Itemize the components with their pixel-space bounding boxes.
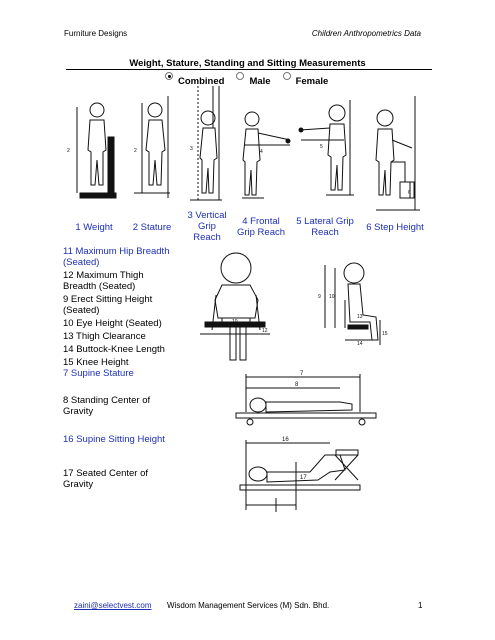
mark-sit-side-1: 10 — [329, 294, 335, 300]
mark-fig6: 6 — [408, 190, 411, 196]
mark-fig3: 3 — [190, 146, 193, 152]
list-item-supine-sitting[interactable]: 16 Supine Sitting Height — [63, 434, 165, 445]
caption-frontal-grip-line-1: 4 Frontal — [242, 216, 280, 227]
caption-frontal-grip[interactable] — [232, 216, 290, 238]
mark-fig5: 5 — [320, 144, 323, 150]
figure-supine — [236, 374, 376, 425]
mark-supine-0: 7 — [300, 371, 304, 377]
page-title: Weight, Stature, Standing and Sitting Measurements — [129, 58, 366, 69]
caption-vertical-grip-line-2: Grip — [198, 221, 216, 232]
caption-step-height-line: 6 Step Height — [366, 222, 424, 233]
list-item-sitting-height-line-1: 9 Erect Sitting Height — [63, 294, 153, 305]
figure-step-height — [376, 96, 420, 210]
mark-supine-sit-0: 16 — [282, 437, 289, 443]
figure-seated-side — [325, 263, 380, 345]
mark-sit-side-3: 15 — [382, 331, 388, 337]
caption-vertical-grip-line-1: 3 Vertical — [187, 210, 227, 221]
caption-frontal-grip-line-2: Grip Reach — [236, 227, 286, 238]
list-item-buttock-knee: 14 Buttock-Knee Length — [63, 344, 165, 355]
list-item-hip-breadth[interactable] — [63, 246, 183, 268]
list-item-eye-height: 10 Eye Height (Seated) — [63, 318, 162, 329]
caption-weight[interactable] — [71, 222, 117, 233]
caption-lateral-grip-line-2: Reach — [311, 227, 339, 238]
list-item-standing-cog-line-2: Gravity — [63, 406, 94, 417]
list-item-supine-stature[interactable]: 7 Supine Stature — [63, 368, 134, 379]
seated-measurement-list — [63, 246, 183, 368]
list-item-sitting-height-line-2: (Seated) — [63, 305, 100, 316]
list-item-knee-height: 15 Knee Height — [63, 357, 129, 368]
mark-sit-side-2: 13 — [357, 314, 363, 320]
list-item-seated-cog-line-1: 17 Seated Center of — [63, 468, 149, 479]
caption-weight-line: 1 Weight — [75, 222, 113, 233]
list-item-seated-cog-line-2: Gravity — [63, 479, 94, 490]
footer-company: Wisdom Management Services (M) Sdn. Bhd. — [167, 601, 330, 610]
caption-lateral-grip[interactable] — [292, 216, 358, 238]
caption-step-height[interactable] — [362, 222, 428, 233]
radio-female-label: Female — [295, 76, 329, 87]
mark-fig4: 4 — [260, 149, 263, 155]
list-item-thigh-clearance: 13 Thigh Clearance — [63, 331, 146, 342]
caption-stature-line: 2 Stature — [132, 222, 172, 233]
figure-lateral-grip — [299, 100, 354, 195]
caption-vertical-grip[interactable] — [183, 210, 231, 243]
list-item-thigh-breadth — [63, 270, 183, 292]
list-item-sitting-height — [63, 294, 183, 316]
list-item-standing-cog-line-1: 8 Standing Center of — [63, 395, 151, 406]
mark-sit-front-a: 10 — [232, 319, 238, 325]
radio-male-label: Male — [249, 76, 271, 87]
radio-combined-label: Combined — [178, 76, 225, 87]
header-right: Children Anthropometrics Data — [311, 29, 421, 38]
figure-seated-front — [200, 253, 270, 360]
caption-lateral-grip-line-1: 5 Lateral Grip — [296, 216, 354, 227]
mark-supine-1: 8 — [295, 382, 299, 388]
footer-email-link[interactable]: zaini@selectvest.com — [74, 601, 152, 610]
list-item-seated-cog — [63, 468, 183, 490]
footer-page-number: 1 — [418, 601, 423, 610]
figure-vertical-grip — [190, 86, 222, 200]
caption-stature[interactable] — [127, 222, 177, 233]
mark-sit-side-0: 9 — [318, 294, 321, 300]
header-left: Furniture Designs — [64, 29, 128, 38]
figure-stature — [134, 96, 170, 198]
list-item-thigh-breadth-line-2: Breadth (Seated) — [63, 281, 136, 292]
figure-frontal-grip — [242, 112, 290, 198]
figure-weight — [77, 103, 116, 198]
mark-sit-side-4: 14 — [357, 341, 363, 347]
list-item-hip-breadth-line-2: (Seated) — [63, 257, 100, 268]
caption-vertical-grip-line-3: Reach — [193, 232, 221, 243]
list-item-standing-cog — [63, 395, 183, 417]
mark-sit-front-b: 12 — [262, 328, 268, 334]
list-item-thigh-breadth-line-1: 12 Maximum Thigh — [63, 270, 144, 281]
mark-fig1: 2 — [67, 148, 70, 154]
mark-fig2: 2 — [134, 148, 137, 154]
mark-supine-sit-1: 17 — [300, 475, 307, 481]
list-item-hip-breadth-line-1: 11 Maximum Hip Breadth — [63, 246, 170, 257]
